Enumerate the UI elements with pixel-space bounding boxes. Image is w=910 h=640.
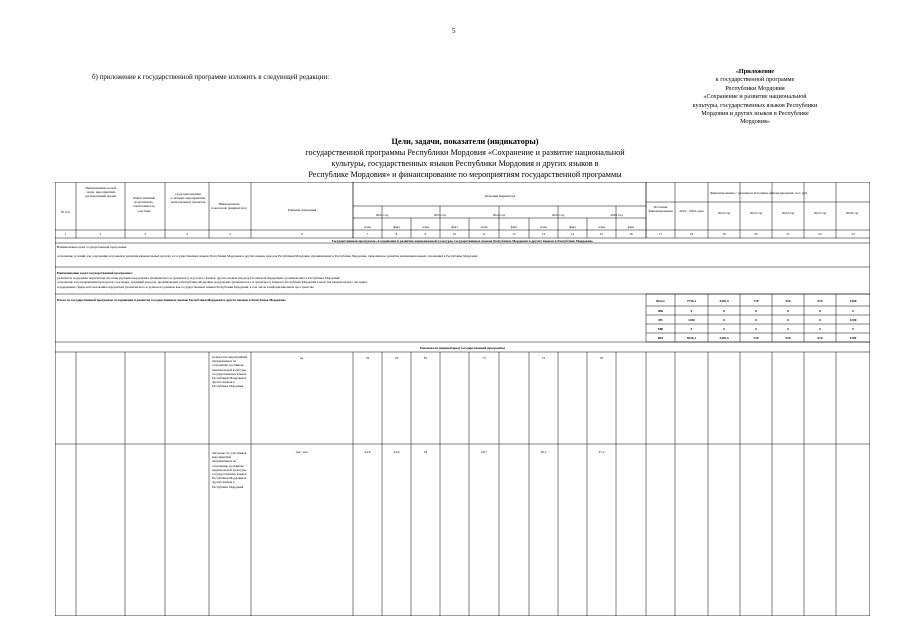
col-header-finance-group: Финансирование с указанием источника финансирования, тыс. руб. xyxy=(710,191,808,195)
sub-header-fact: факт xyxy=(569,225,576,229)
finance-2026: 0 xyxy=(852,309,854,313)
col-number: 19 xyxy=(722,232,726,236)
lead-text: б) приложение к государственной программе изложить в следующей редакции: xyxy=(92,73,330,81)
col-number: 5 xyxy=(229,232,231,236)
finance-2025: 0 xyxy=(819,309,821,313)
program-row: Государственная программа «Сохранение и развитие национальной культуры, государственных языков Республики Мордовия и других языков в Республике Мордовия» xyxy=(331,239,594,243)
col-header-indicator: Наименование показателя (индикатора) xyxy=(211,202,247,211)
col-number: 3 xyxy=(144,232,146,236)
page-number: 5 xyxy=(452,27,456,35)
appendix-line: культуры, государственных языков Республики xyxy=(692,101,818,109)
col-number: 20 xyxy=(754,232,758,236)
indicator-value: 72 xyxy=(541,356,546,360)
heading-line: государственной программы Республики Мордовия «Сохранение и развитие национальной xyxy=(305,148,625,157)
finance-2025: 670 xyxy=(817,336,823,340)
finance-2024: 920 xyxy=(785,336,791,340)
indicator-value: 24,9 xyxy=(393,450,400,454)
col-header-val-2022: 2022 год xyxy=(375,213,389,217)
col-number: 14 xyxy=(570,232,575,236)
appendix-line: Мордовия» xyxy=(740,118,770,126)
finance-2022: 3426,5 xyxy=(719,336,729,340)
indicator-unit: ед. xyxy=(299,356,305,360)
document-heading xyxy=(270,136,660,180)
heading-line: культуры, государственных языков Республики Мордовия и других языков в xyxy=(331,159,599,168)
finance-2022: 0 xyxy=(723,309,725,313)
col-header-values-group: Значения индикатора xyxy=(484,194,516,198)
col-number: 16 xyxy=(629,232,633,236)
col-header-fin-2024: 2024 год xyxy=(781,211,795,215)
indicator-value: 70 xyxy=(599,356,604,360)
indicator-value: 24,8 xyxy=(364,450,371,454)
col-header-executor: Ответственный исполнитель, соисполнитель, участник xyxy=(132,196,156,213)
finance-2025: 0 xyxy=(819,318,821,322)
appendix-line: «Сохранение и развитие национальной xyxy=(703,93,807,101)
appendix-line: Мордовия и других языков в Республике xyxy=(701,110,809,118)
col-header-unit: Единица измерения xyxy=(287,208,317,212)
finance-2026: 1100 xyxy=(849,336,857,340)
finance-2023: 0 xyxy=(755,318,757,322)
col-number: 6 xyxy=(301,232,303,236)
finance-2022: 3426,5 xyxy=(719,299,729,303)
appendix-line: к государственной программе xyxy=(715,76,795,84)
col-header-finance-source: Источник финансирования xyxy=(648,205,673,214)
col-number: 7 xyxy=(366,232,369,236)
col-header-val-2024: 2024 год xyxy=(492,213,506,217)
indicator-value: 81 xyxy=(423,356,428,360)
sub-header-plan: план xyxy=(422,225,429,229)
goals-indicators-table xyxy=(55,182,870,616)
finance-2024: 920 xyxy=(785,299,791,303)
finance-2026: 1200 xyxy=(849,318,857,322)
sub-header-fact: факт xyxy=(393,225,400,229)
task-line: поддержание сферы использования мордовских (мокшанского и эрзянского) языков как государственных языков Республики Мордовия, в том числе в информационном пространстве xyxy=(57,284,314,289)
sub-header-fact: факт xyxy=(451,225,458,229)
finance-2024: 0 xyxy=(787,327,789,331)
col-number: 21 xyxy=(786,232,790,236)
col-number: 11 xyxy=(482,232,486,236)
indicator-value: 75 xyxy=(482,356,486,360)
col-number: 2 xyxy=(99,232,102,236)
sub-header-fact: факт xyxy=(510,225,518,229)
indicator-value: 26,7 xyxy=(481,450,487,454)
indicator-unit: тыс. чел. xyxy=(295,450,309,454)
finance-total: 1200 xyxy=(688,318,695,322)
finance-2022: 0 xyxy=(723,318,725,322)
col-number: 18 xyxy=(689,232,694,236)
finance-2022: 0 xyxy=(723,327,725,331)
task-line: сохранение и популяризация культурного наследия, традиций народов, проживающих в Республике Мордовия, мордовских (мокшанского и эрзянского) языков в Республике Мордовия в качестве национального наследия; xyxy=(57,280,368,284)
finance-total: 0 xyxy=(690,309,693,313)
finance-source: МБ xyxy=(657,327,664,331)
finance-source: РБ xyxy=(658,318,663,322)
indicator-name: количество мероприятий, направленных на сохранение и развитие национальной культуры, государственных языков Республики Мордовия и других языков в Республике Мордовия xyxy=(212,355,248,389)
indicator-value: 26,2 xyxy=(540,450,547,454)
col-number: 17 xyxy=(658,232,663,236)
heading-title: Цели, задачи, показатели (индикаторы) xyxy=(391,137,539,146)
total-row-label: Итого по государственной программе «Сохранение и развитие государственных языков Республики Мордовия и других языков в Республике Мордовия» xyxy=(57,298,287,302)
col-header-fin-2022: 2022 год xyxy=(717,211,731,215)
col-number: 23 xyxy=(851,232,855,236)
indicator-value: 76 xyxy=(365,356,370,360)
heading-line: Республике Мордовия» и финансирование по мероприятиям государственной программы xyxy=(308,170,622,179)
col-header-val-2026: 2026 год xyxy=(610,213,623,217)
sub-header-plan: план xyxy=(540,225,547,229)
col-header-fin-2023: 2023 год xyxy=(749,211,763,215)
finance-2023: 0 xyxy=(755,309,757,313)
finance-2023: 720 xyxy=(753,299,759,303)
col-number: 8 xyxy=(395,232,398,236)
col-number: 9 xyxy=(424,232,427,236)
finance-2026: 2300 xyxy=(849,299,857,303)
col-number: 10 xyxy=(452,232,457,236)
appendix-block xyxy=(680,68,830,127)
indicator-value: 24 xyxy=(423,450,428,454)
col-number: 4 xyxy=(186,232,188,236)
task-line: развитие и поддержка мордовской системы изучения мордовских (мокшанского и эрзянского) и русского языков, других языков народов Российской Федерации, проживающих в Республике Мордовия; xyxy=(57,275,341,280)
sub-header-fact: факт xyxy=(627,225,635,229)
indicator-value: 27,2 xyxy=(598,450,605,454)
col-header-val-2025: 2025 год xyxy=(551,213,565,217)
col-header-goals: Наименование целей, задач, мероприятий, региональный проект xyxy=(85,186,117,199)
col-header-fin-2025: 2025 год xyxy=(813,211,827,215)
sub-header-plan: план xyxy=(480,225,488,229)
col-header-deadline: Срок выполнения основных мероприятий, региональных проектов xyxy=(170,192,206,205)
finance-2024: 0 xyxy=(787,318,789,322)
sub-header-plan: план xyxy=(598,225,605,229)
finance-source: ФБ xyxy=(657,309,664,313)
finance-2026: 0 xyxy=(852,327,854,331)
col-header-number: № п/п xyxy=(61,210,70,214)
col-number: 13 xyxy=(541,232,546,236)
tasks-title: Наименование задач государственной программы: xyxy=(57,271,133,275)
finance-total: 7736,1 xyxy=(686,299,697,303)
finance-source: Всего xyxy=(656,299,665,303)
indicators-title: Показатели (индикаторы) государственной программы xyxy=(419,346,506,350)
finance-source: ВИ xyxy=(658,336,663,340)
col-number: 1 xyxy=(64,232,67,236)
indicator-name: численность участников мероприятий, направленных на сохранение и развитие национальной культуры, государственных языков Республики Мордовия и других языков в Республике Мордовия xyxy=(212,451,247,489)
indicator-value: 76 xyxy=(394,356,399,360)
finance-2024: 0 xyxy=(787,309,789,313)
finance-total: 0 xyxy=(690,327,693,331)
finance-total: 6536,1 xyxy=(686,336,697,340)
finance-2023: 0 xyxy=(755,327,757,331)
goal-title: Наименование цели государственной программы: xyxy=(57,245,127,249)
sub-header-plan: план xyxy=(364,225,371,229)
appendix-line: Республики Мордовия xyxy=(725,84,785,92)
col-header-val-2023: 2023 год xyxy=(433,213,447,217)
col-number: 22 xyxy=(818,232,822,236)
goal-text: сохранение условий для сохранения, изучения и развития национальных культур и государственных языков Республики Мордовия и других языков народов Республики Мордовия, проживающих в Республике Мордовия, гармоничное развитие межнациональных отношений в Республике Мордовия xyxy=(57,254,478,258)
finance-2023: 720 xyxy=(753,336,759,340)
finance-2025: 0 xyxy=(819,327,821,331)
appendix-title: «Приложение xyxy=(735,68,775,75)
col-number: 12 xyxy=(512,232,516,236)
finance-2025: 670 xyxy=(817,299,823,303)
col-header-finance-total: 2022 - 2026 годы xyxy=(679,209,704,213)
col-header-fin-2026: 2026 год xyxy=(845,211,859,215)
col-number: 15 xyxy=(599,232,604,236)
